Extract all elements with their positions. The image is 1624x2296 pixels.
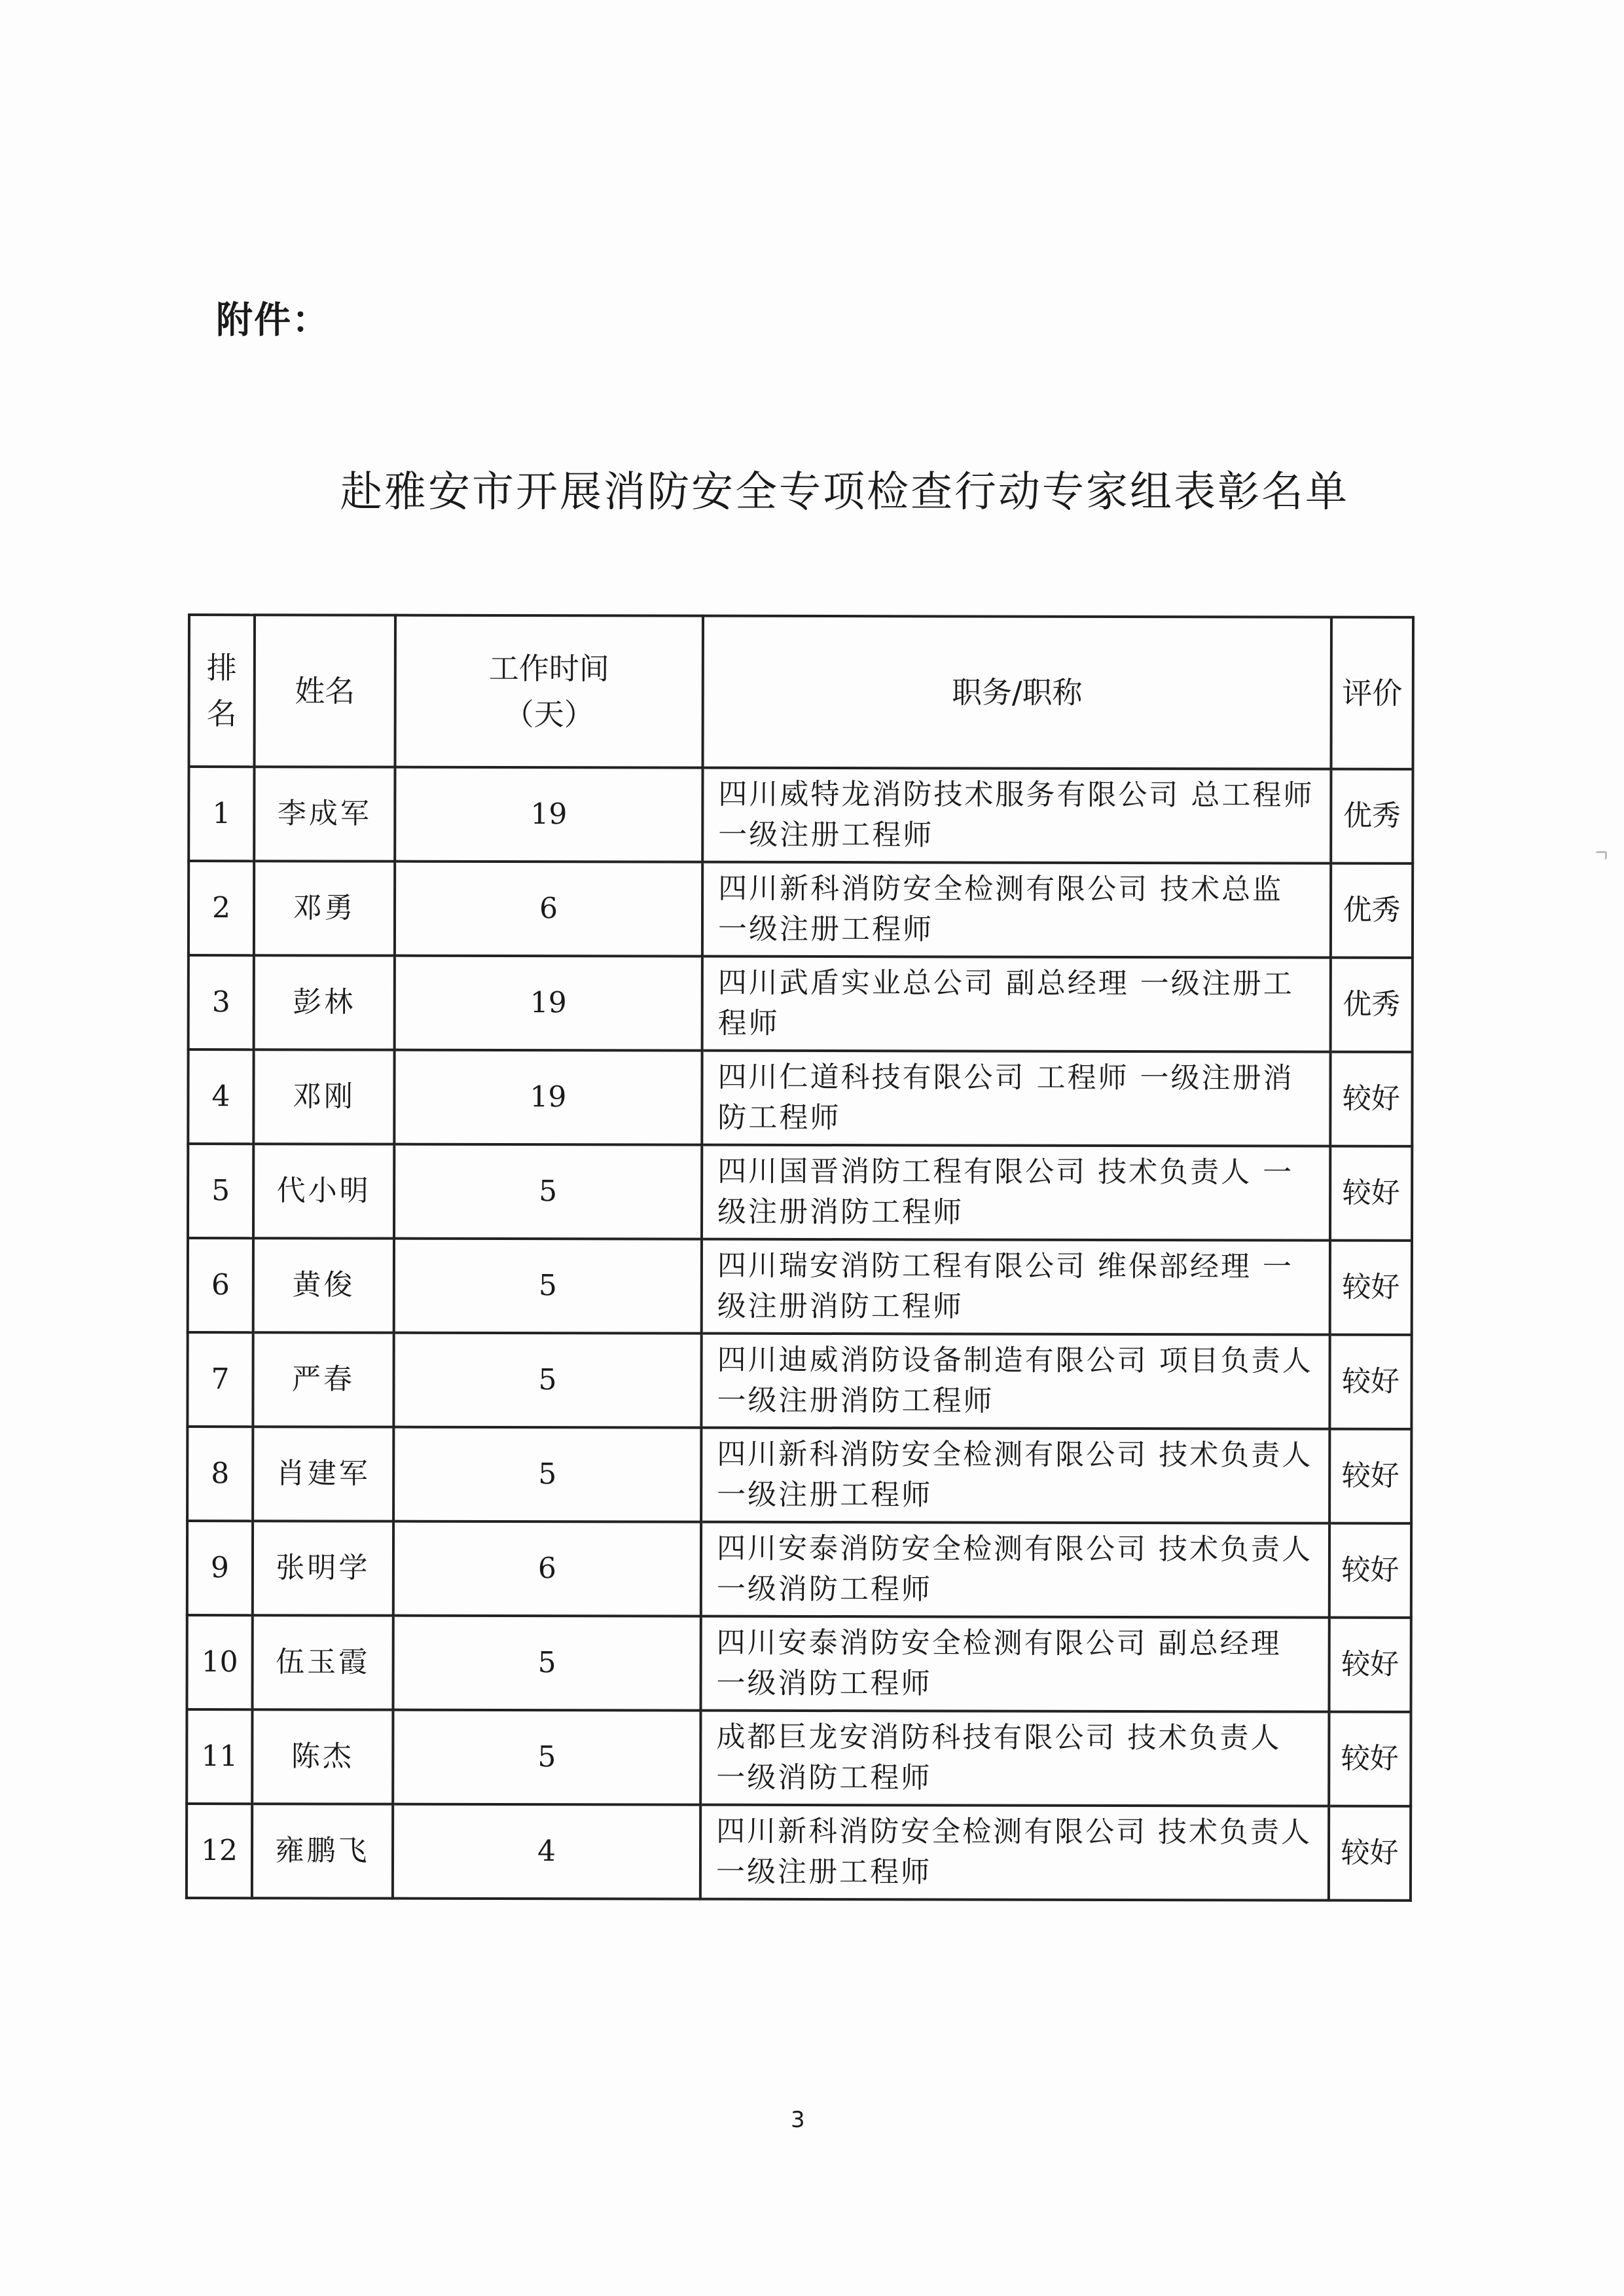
work-days-cell: 5 xyxy=(393,1710,700,1805)
work-days-cell: 5 xyxy=(394,1144,702,1239)
name-cell: 黄俊 xyxy=(253,1238,394,1332)
name-cell: 邓勇 xyxy=(254,861,395,955)
work-days-cell: 5 xyxy=(393,1616,700,1711)
name-cell: 代小明 xyxy=(253,1144,394,1238)
page-title: 赴雅安市开展消防安全专项检查行动专家组表彰名单 xyxy=(340,468,1349,517)
evaluation-cell: 较好 xyxy=(1329,1523,1411,1618)
work-days-cell: 5 xyxy=(393,1427,701,1522)
evaluation-cell: 优秀 xyxy=(1331,864,1413,958)
work-days-cell: 19 xyxy=(394,1050,702,1145)
name-cell: 肖建军 xyxy=(253,1427,393,1521)
table-row xyxy=(187,1521,1411,1618)
position-cell: 四川威特龙消防技术服务有限公司 总工程师 一级注册工程师 xyxy=(702,768,1331,864)
name-cell: 严春 xyxy=(253,1332,393,1427)
rank-cell: 9 xyxy=(187,1521,253,1615)
header-evaluation: 评价 xyxy=(1331,617,1413,769)
name-cell: 李成军 xyxy=(254,767,395,861)
position-cell: 四川新科消防安全检测有限公司 技术总监 一级注册工程师 xyxy=(702,862,1331,958)
position-cell: 四川安泰消防安全检测有限公司 技术负责人 一级消防工程师 xyxy=(701,1522,1329,1618)
table-row xyxy=(189,767,1413,864)
evaluation-cell: 较好 xyxy=(1329,1712,1411,1806)
table-row xyxy=(187,1427,1411,1523)
honor-list-table xyxy=(185,613,1415,1902)
name-cell: 彭林 xyxy=(254,955,395,1049)
page-number: 3 xyxy=(791,2107,805,2133)
attachment-label: 附件： xyxy=(216,299,330,342)
rank-cell: 4 xyxy=(188,1049,253,1144)
evaluation-cell: 较好 xyxy=(1330,1241,1412,1335)
header-position: 职务/职称 xyxy=(703,616,1331,769)
name-cell: 雍鹏飞 xyxy=(252,1804,393,1898)
rank-cell: 7 xyxy=(187,1332,253,1427)
table-row xyxy=(188,1049,1412,1146)
evaluation-cell: 优秀 xyxy=(1331,769,1413,864)
rank-cell: 6 xyxy=(188,1238,253,1332)
table-header-row xyxy=(189,615,1413,769)
evaluation-cell: 较好 xyxy=(1329,1806,1411,1901)
position-cell: 四川迪威消防设备制造有限公司 项目负责人 一级注册消防工程师 xyxy=(701,1334,1329,1429)
position-cell: 四川安泰消防安全检测有限公司 副总经理 一级消防工程师 xyxy=(700,1616,1329,1712)
position-cell: 四川仁道科技有限公司 工程师 一级注册消防工程师 xyxy=(702,1051,1330,1146)
evaluation-cell: 较好 xyxy=(1329,1335,1411,1429)
header-days xyxy=(395,615,703,768)
header-rank xyxy=(189,615,255,767)
table-row xyxy=(189,955,1413,1052)
rank-cell: 12 xyxy=(187,1804,252,1898)
work-days-cell: 6 xyxy=(395,862,702,957)
name-cell: 邓刚 xyxy=(253,1049,394,1144)
work-days-cell: 19 xyxy=(395,767,702,862)
table-row xyxy=(188,1238,1412,1335)
scan-artifact-mark xyxy=(1596,851,1607,860)
rank-cell: 11 xyxy=(187,1709,252,1804)
position-cell: 四川新科消防安全检测有限公司 技术负责人 一级注册工程师 xyxy=(701,1428,1329,1523)
name-cell: 张明学 xyxy=(253,1521,393,1615)
evaluation-cell: 较好 xyxy=(1329,1429,1411,1523)
name-cell: 陈杰 xyxy=(252,1709,393,1804)
rank-cell: 3 xyxy=(189,955,254,1049)
table-body xyxy=(187,767,1413,1901)
rank-cell: 8 xyxy=(187,1427,253,1521)
evaluation-cell: 较好 xyxy=(1330,1052,1412,1146)
work-days-cell: 5 xyxy=(394,1239,702,1334)
position-cell: 四川瑞安消防工程有限公司 维保部经理 一级注册消防工程师 xyxy=(702,1239,1330,1335)
rank-cell: 2 xyxy=(189,861,254,955)
rank-cell: 10 xyxy=(187,1615,252,1709)
position-cell: 成都巨龙安消防科技有限公司 技术负责人 一级消防工程师 xyxy=(700,1711,1329,1806)
evaluation-cell: 较好 xyxy=(1330,1146,1412,1241)
table-row xyxy=(187,1709,1411,1806)
evaluation-cell: 较好 xyxy=(1329,1618,1411,1712)
header-rank-label: 排 名 xyxy=(206,650,237,732)
header-days-label: 工作时间 （天） xyxy=(488,650,609,733)
work-days-cell: 19 xyxy=(395,956,702,1051)
table-row xyxy=(187,1804,1411,1901)
rank-cell: 1 xyxy=(189,767,254,861)
name-cell: 伍玉霞 xyxy=(252,1615,393,1709)
table-row xyxy=(188,1144,1412,1241)
table-row xyxy=(187,1332,1411,1429)
rank-cell: 5 xyxy=(188,1144,253,1238)
position-cell: 四川国晋消防工程有限公司 技术负责人 一级注册消防工程师 xyxy=(702,1145,1330,1241)
table-row xyxy=(187,1615,1411,1712)
header-name: 姓名 xyxy=(255,615,395,767)
work-days-cell: 6 xyxy=(393,1522,701,1616)
evaluation-cell: 优秀 xyxy=(1331,958,1413,1052)
table-row xyxy=(189,861,1413,958)
work-days-cell: 4 xyxy=(393,1804,700,1899)
work-days-cell: 5 xyxy=(393,1333,701,1428)
honor-list-table-wrapper xyxy=(185,613,1412,1902)
position-cell: 四川新科消防安全检测有限公司 技术负责人 一级注册工程师 xyxy=(700,1805,1329,1901)
position-cell: 四川武盾实业总公司 副总经理 一级注册工程师 xyxy=(702,957,1331,1052)
